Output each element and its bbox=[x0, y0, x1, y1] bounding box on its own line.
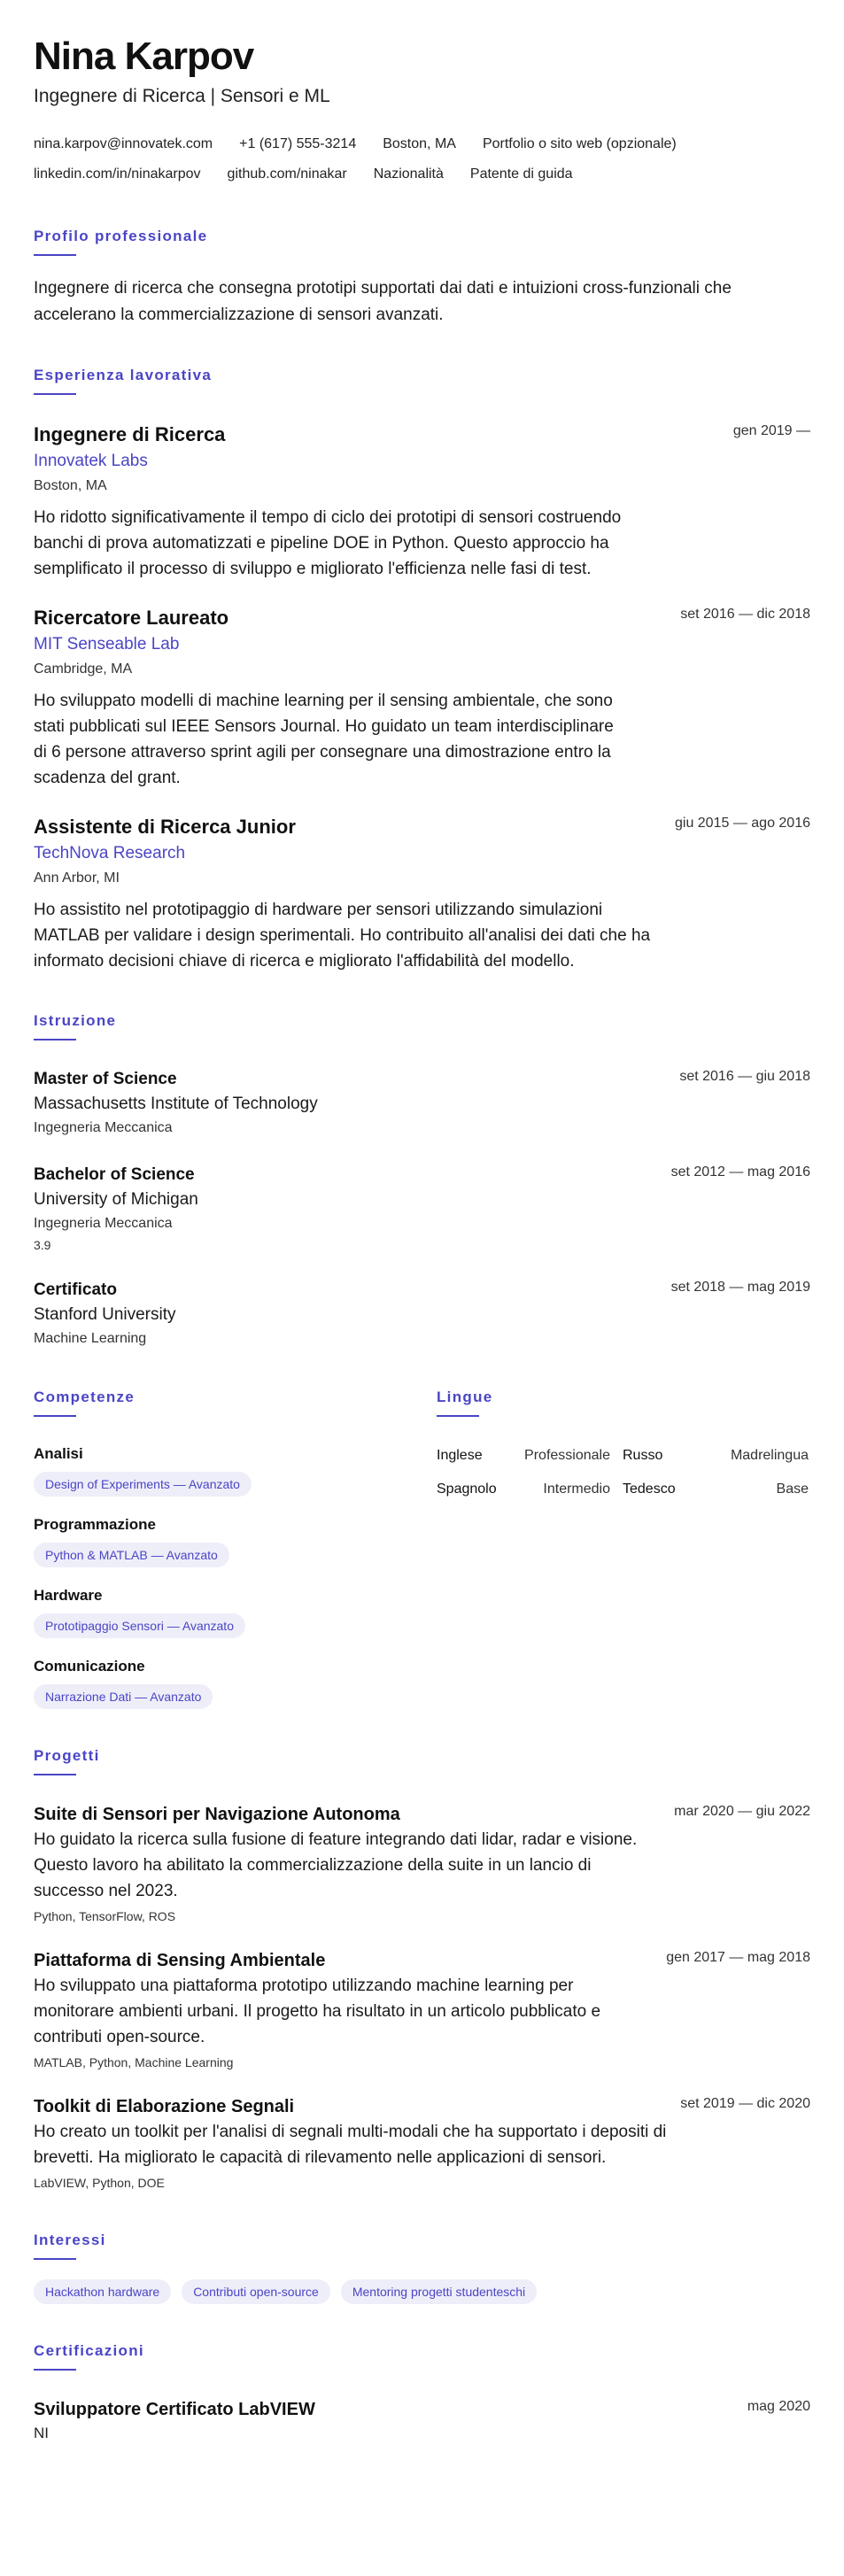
interest-chip: Contributi open-source bbox=[182, 2279, 330, 2304]
experience-location: Ann Arbor, MI bbox=[34, 870, 120, 886]
contact-row-1 bbox=[34, 129, 810, 159]
section-divider bbox=[34, 1774, 76, 1775]
education-field: Machine Learning bbox=[34, 1331, 147, 1346]
education-entry bbox=[34, 1278, 810, 1350]
skill-chip: Narrazione Dati — Avanzato bbox=[34, 1684, 213, 1709]
language-level: Madrelingua bbox=[730, 1448, 809, 1463]
experience-entry bbox=[34, 605, 810, 791]
resume-header bbox=[34, 34, 810, 190]
section-title: Istruzione bbox=[34, 1012, 117, 1029]
education-degree: Certificato bbox=[34, 1280, 117, 1299]
language-name: Tedesco bbox=[623, 1481, 676, 1497]
skill-chip: Python & MATLAB — Avanzato bbox=[34, 1543, 229, 1567]
section-divider bbox=[34, 1415, 76, 1417]
education-dates: set 2016 — giu 2018 bbox=[679, 1069, 810, 1084]
skill-group bbox=[34, 1443, 437, 1497]
section-title: Progetti bbox=[34, 1747, 100, 1764]
contact-row-2 bbox=[34, 159, 810, 190]
contact-location: Boston, MA bbox=[383, 136, 456, 151]
project-description: Ho sviluppato una piattaforma prototipo utilizzando machine learning per monitorare ambienti urbani. Il progetto ha risultato in un articolo pubblicato e contributi open-source. bbox=[34, 1976, 601, 2046]
project-technologies: LabVIEW, Python, DOE bbox=[34, 2176, 165, 2190]
interest-chip: Hackathon hardware bbox=[34, 2279, 171, 2304]
project-entry bbox=[34, 1802, 810, 1927]
skill-group bbox=[34, 1656, 437, 1709]
certification-entry bbox=[34, 2397, 810, 2445]
project-entry bbox=[34, 2094, 810, 2193]
interest-chip: Mentoring progetti studenteschi bbox=[341, 2279, 537, 2304]
experience-role: Assistente di Ricerca Junior bbox=[34, 816, 296, 838]
section-divider bbox=[34, 1039, 76, 1040]
contact-phone[interactable]: +1 (617) 555-3214 bbox=[239, 136, 357, 151]
contact-github[interactable]: github.com/ninakar bbox=[227, 166, 347, 182]
education-school: Stanford University bbox=[34, 1305, 176, 1324]
experience-dates: gen 2019 — bbox=[732, 423, 810, 438]
section-title: Lingue bbox=[437, 1389, 493, 1405]
section-divider bbox=[34, 393, 76, 395]
certification-issuer: NI bbox=[34, 2425, 49, 2441]
project-dates: set 2019 — dic 2020 bbox=[680, 2096, 810, 2111]
certification-title: Sviluppatore Certificato LabVIEW bbox=[34, 2400, 315, 2419]
project-dates: mar 2020 — giu 2022 bbox=[674, 1804, 810, 1819]
project-entry bbox=[34, 1948, 810, 2073]
section-title: Certificazioni bbox=[34, 2342, 144, 2359]
education-section bbox=[34, 1011, 810, 1350]
education-degree: Master of Science bbox=[34, 1070, 177, 1088]
section-divider bbox=[34, 2369, 76, 2371]
section-title: Interessi bbox=[34, 2232, 106, 2248]
language-name: Inglese bbox=[437, 1448, 483, 1463]
experience-role: Ingegnere di Ricerca bbox=[34, 423, 226, 445]
experience-role: Ricercatore Laureato bbox=[34, 607, 229, 629]
candidate-name: Nina Karpov bbox=[34, 35, 254, 78]
languages-section bbox=[437, 1388, 809, 1709]
certifications-section bbox=[34, 2341, 810, 2445]
profile-summary: Ingegnere di ricerca che consegna prototipi supportati dai dati e intuizioni cross-funzionali che accelerano la commercializzazione di sensori avanzati. bbox=[34, 279, 732, 324]
skills-languages-row bbox=[34, 1388, 810, 1709]
skills-section bbox=[34, 1388, 437, 1709]
project-dates: gen 2017 — mag 2018 bbox=[666, 1950, 810, 1965]
education-field: Ingegneria Meccanica bbox=[34, 1216, 173, 1231]
experience-dates: giu 2015 — ago 2016 bbox=[674, 816, 810, 831]
language-item bbox=[437, 1475, 623, 1504]
education-entry bbox=[34, 1163, 810, 1255]
skill-group bbox=[34, 1514, 437, 1567]
skill-group-name: Analisi bbox=[34, 1445, 83, 1462]
experience-description: Ho assistito nel prototipaggio di hardware per sensori utilizzando simulazioni MATLAB per validare i design sperimentali. Ho contribuito all'analisi dei dati che ha informato decisioni chiave di ricerca e migliorato l'affidabilità del modello. bbox=[34, 901, 651, 971]
candidate-title: Ingegnere di Ricerca | Sensori e ML bbox=[34, 86, 330, 106]
section-title: Competenze bbox=[34, 1389, 136, 1405]
experience-entry bbox=[34, 422, 810, 582]
certification-date: mag 2020 bbox=[747, 2399, 810, 2414]
contact-info bbox=[34, 129, 810, 190]
section-title: Profilo professionale bbox=[34, 228, 208, 244]
project-description: Ho creato un toolkit per l'analisi di segnali multi-modali che ha supportato i depositi di brevetti. Ha migliorato le capacità di rilevamento nelle applicazioni di sensori. bbox=[34, 2123, 667, 2167]
language-item bbox=[623, 1475, 809, 1504]
skill-group bbox=[34, 1585, 437, 1638]
education-dates: set 2018 — mag 2019 bbox=[670, 1280, 810, 1295]
languages-list bbox=[437, 1442, 809, 1504]
skill-group-name: Programmazione bbox=[34, 1516, 156, 1533]
experience-dates: set 2016 — dic 2018 bbox=[680, 607, 810, 622]
education-field: Ingegneria Meccanica bbox=[34, 1120, 173, 1135]
project-title: Suite di Sensori per Navigazione Autonoma bbox=[34, 1805, 400, 1824]
experience-description: Ho sviluppato modelli di machine learning per il sensing ambientale, che sono stati pubblicati sul IEEE Sensors Journal. Ho guidato un team interdisciplinare di 6 persone attraverso sprint agili per consegnare una dimostrazione entro la scadenza del grant. bbox=[34, 692, 614, 787]
experience-location: Cambridge, MA bbox=[34, 661, 133, 677]
language-item bbox=[623, 1442, 809, 1470]
experience-section bbox=[34, 366, 810, 974]
experience-company: TechNova Research bbox=[34, 844, 186, 863]
language-name: Russo bbox=[623, 1448, 663, 1463]
project-description: Ho guidato la ricerca sulla fusione di feature integrando dati lidar, radar e visione. Questo lavoro ha abilitato la commercializzazione della suite in un lancio di successo nel 2023. bbox=[34, 1830, 638, 1900]
skill-chip: Design of Experiments — Avanzato bbox=[34, 1472, 252, 1497]
education-entry bbox=[34, 1067, 810, 1140]
project-title: Piattaforma di Sensing Ambientale bbox=[34, 1951, 326, 1970]
education-dates: set 2012 — mag 2016 bbox=[670, 1164, 810, 1180]
interests-list bbox=[34, 2279, 810, 2304]
section-divider bbox=[437, 1415, 479, 1417]
section-title: Esperienza lavorativa bbox=[34, 367, 213, 383]
contact-linkedin[interactable]: linkedin.com/in/ninakarpov bbox=[34, 166, 201, 182]
language-item bbox=[437, 1442, 623, 1470]
language-name: Spagnolo bbox=[437, 1481, 497, 1497]
education-gpa: 3.9 bbox=[34, 1238, 51, 1252]
language-level: Base bbox=[776, 1481, 809, 1497]
skill-group-name: Hardware bbox=[34, 1587, 103, 1604]
language-level: Intermedio bbox=[543, 1481, 610, 1497]
projects-section bbox=[34, 1746, 810, 2193]
experience-company: Innovatek Labs bbox=[34, 452, 148, 470]
language-level: Professionale bbox=[524, 1448, 610, 1463]
skill-chip: Prototipaggio Sensori — Avanzato bbox=[34, 1613, 245, 1638]
section-divider bbox=[34, 254, 76, 256]
profile-section bbox=[34, 227, 810, 329]
contact-email[interactable]: nina.karpov@innovatek.com bbox=[34, 136, 213, 151]
contact-portfolio[interactable]: Portfolio o sito web (opzionale) bbox=[482, 136, 677, 151]
education-school: Massachusetts Institute of Technology bbox=[34, 1095, 318, 1113]
project-title: Toolkit di Elaborazione Segnali bbox=[34, 2097, 295, 2116]
interests-section bbox=[34, 2231, 810, 2304]
project-technologies: MATLAB, Python, Machine Learning bbox=[34, 2055, 234, 2069]
experience-entry bbox=[34, 814, 810, 974]
skill-group-name: Comunicazione bbox=[34, 1658, 145, 1675]
project-technologies: Python, TensorFlow, ROS bbox=[34, 1909, 176, 1923]
experience-description: Ho ridotto significativamente il tempo di ciclo dei prototipi di sensori costruendo banchi di prova automatizzati e pipeline DOE in Python. Questo approccio ha semplificato il processo di sviluppo e migliorato l'efficienza nelle fasi di test. bbox=[34, 508, 622, 578]
education-school: University of Michigan bbox=[34, 1190, 198, 1209]
education-degree: Bachelor of Science bbox=[34, 1165, 195, 1184]
section-divider bbox=[34, 2258, 76, 2260]
experience-location: Boston, MA bbox=[34, 478, 107, 493]
contact-driving-license: Patente di guida bbox=[469, 166, 573, 182]
experience-company: MIT Senseable Lab bbox=[34, 635, 180, 654]
contact-nationality: Nazionalità bbox=[373, 166, 444, 182]
